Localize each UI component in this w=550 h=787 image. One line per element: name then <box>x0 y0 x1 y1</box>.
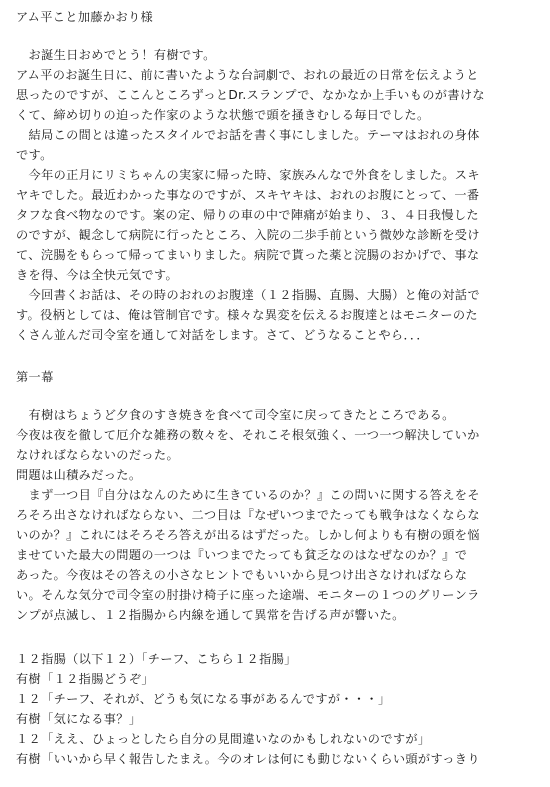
letter-line: お誕生日おめでとう！有樹です。 <box>16 48 216 62</box>
letter-line: アム平のお誕生日に、前に書いたような台詞劇で、おれの最近の日常を伝えようと <box>16 68 479 82</box>
letter-line: くて、締め切りの迫った作家のような状態で頭を掻きむしる毎日でした。 <box>16 108 430 122</box>
act-title: 第一幕 <box>16 370 54 384</box>
story-line: ろそろ出さなければならない、二つ目は『なぜいつまでたっても戦争はなくならな <box>16 508 480 522</box>
letter-line: のですが、観念して病院に行ったところ、入院の二歩手前という微妙な診断を受け <box>16 228 480 242</box>
letter-line: す。役柄としては、俺は管制官です。様々な異変を伝えるお腹達とはモニターのた <box>16 308 478 322</box>
story-line: ンプが点滅し、１２指腸から内線を通して異常を告げる声が響いた。 <box>16 608 405 622</box>
dialogue-line: 有樹「気になる事？」 <box>16 712 142 726</box>
letter-line: きを得、今は全快元気です。 <box>16 268 179 282</box>
dialogue-line: 有樹「いいから早く報告したまえ。今のオレは何にも動じないくらい頭がすっきり <box>16 752 480 766</box>
letter-line: 思ったのですが、ここんところずっとDr.スランプで、なかなか上手いものが書けな <box>16 88 485 102</box>
letter-line: です。 <box>16 148 53 162</box>
story-line: 有樹はちょうど夕食のすき焼きを食べて司令室に戻ってきたところである。 <box>16 408 455 422</box>
dialogue-line: １２「ええ、ひょっとしたら自分の見間違いなのかもしれないのですが」 <box>16 732 431 746</box>
letter-line: タフな食べ物なのです。案の定、帰りの車の中で陣痛が始まり、３、４日我慢した <box>16 208 479 222</box>
letter-line: 今年の正月にリミちゃんの実家に帰った時、家族みんなで外食をしました。スキ <box>16 168 480 182</box>
story-line: まず一つ目『自分はなんのために生きているのか？』この問いに関する答えをそ <box>16 488 480 502</box>
dialogue-line: 有樹「１２指腸どうぞ」 <box>16 672 154 686</box>
story-line: なければならないのだった。 <box>16 448 179 462</box>
dialogue-line: １２指腸（以下１２）「チーフ、こちら１２指腸」 <box>16 652 297 666</box>
story-line: ませていた最大の問題の一つは『いつまでたっても貧乏なのはなぜなのか？』で <box>16 548 468 562</box>
letter-line: 今回書くお話は、その時のおれのお腹達（１２指腸、直腸、大腸）と俺の対話で <box>16 288 480 302</box>
letter-line: ヤキでした。最近わかった事なのですが、スキヤキは、おれのお腹にとって、一番 <box>16 188 480 202</box>
story-line: い。そんな気分で司令室の肘掛け椅子に座った途端、モニターの１つのグリーンラ <box>16 588 480 602</box>
story-line: あった。今夜はその答えの小さなヒントでもいいから見つけ出さなければならな <box>16 568 468 582</box>
letter-line: くさん並んだ司令室を通して対話をします。さて、どうなることやら．．． <box>16 328 429 342</box>
story-line: 問題は山積みだった。 <box>16 468 142 482</box>
letter-line: て、浣腸をもらって帰ってまいりました。病院で貰った薬と浣腸のおかげで、事な <box>16 248 480 262</box>
letter-line: 結局この間とは違ったスタイルでお話を書く事にしました。テーマはおれの身体 <box>16 128 480 142</box>
story-line: 今夜は夜を徹して厄介な雑務の数々を、それこそ根気強く、一つ一つ解決していか <box>16 428 480 442</box>
dialogue-line: １２「チーフ、それが、どうも気になる事があるんですが・・・」 <box>16 692 391 706</box>
addressee-line: アム平こと加藤かおり様 <box>16 10 154 24</box>
story-line: いのか？』これにはそろそろ答えが出るはずだった。しかし何よりも有樹の頭を悩 <box>16 528 480 542</box>
